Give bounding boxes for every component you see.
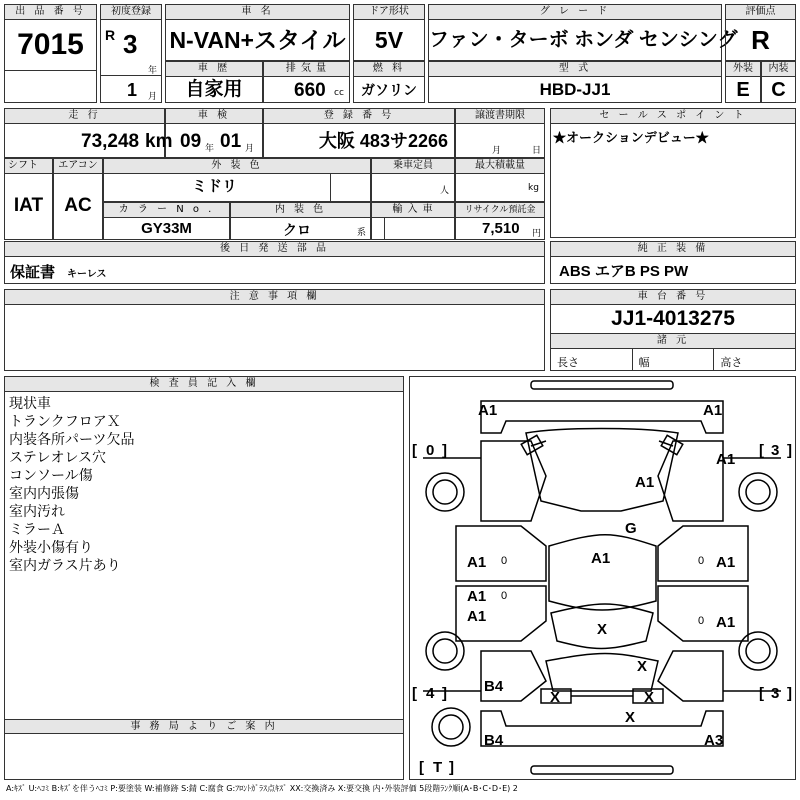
import-label: 輸 入 車 [372, 203, 454, 218]
equipment: ABS エアB PS PW [559, 263, 689, 280]
color-no: GY33M [141, 220, 192, 237]
damage-mark: A1 [703, 402, 723, 419]
damage-mark: A1 [467, 554, 487, 571]
damage-mark: A1 [591, 550, 611, 567]
sales-point: ★オークションデビュー★ [553, 130, 709, 145]
reg-month: 1 [127, 80, 138, 100]
later-parts-box [4, 241, 545, 284]
svg-text:[: [ [412, 442, 417, 459]
remark-line: トランクフロアＸ [9, 414, 121, 430]
score-label: 評価点 [726, 5, 795, 20]
interior-color-label: 内 装 色 [231, 203, 370, 218]
color-no-box [103, 202, 230, 240]
capacity-unit: 人 [440, 186, 450, 196]
inspection-box [165, 108, 263, 158]
equipment-box [550, 241, 796, 284]
door-box [353, 4, 425, 61]
damage-diagram-box [409, 376, 796, 780]
first-registration-label: 初度登録 [101, 5, 161, 20]
damage-mark: X [644, 689, 655, 706]
transfer-deadline-label: 譲渡書期限 [456, 109, 544, 124]
interior-score-box [761, 61, 796, 103]
history-box [165, 61, 263, 103]
inspection-year: 09 [180, 131, 202, 152]
ac: AC [64, 195, 92, 216]
fuel-box [353, 61, 425, 103]
fuel: ガソリン [361, 82, 417, 98]
remark-line: 室内汚れ [9, 504, 65, 520]
svg-text:]: ] [787, 442, 792, 459]
inspection-month-unit: 月 [245, 144, 255, 154]
chassis-box [550, 289, 796, 371]
recycle-label: リサイクル預託金 [456, 203, 544, 218]
svg-text:[: [ [759, 442, 764, 459]
notes-box [4, 289, 545, 371]
month-unit: 月 [148, 92, 158, 102]
inspector-remarks [5, 392, 403, 578]
tire-front-right: 3 [771, 442, 780, 459]
reg-year: 3 [123, 29, 138, 59]
displacement-unit: cc [334, 88, 344, 98]
exterior-score: E [736, 79, 750, 101]
score: R [751, 25, 770, 55]
damage-mark: B4 [484, 732, 504, 749]
ac-box [53, 158, 103, 240]
capacity-label: 乗車定員 [372, 159, 454, 174]
lot-number: 7015 [17, 28, 84, 61]
history-label: 車 歴 [166, 62, 262, 77]
displacement: 660 [294, 80, 326, 101]
transfer-month: 月 [492, 146, 502, 156]
color-no-label: カ ラ ー N o . [104, 203, 229, 218]
max-load-unit: kg [528, 183, 539, 193]
displacement-box [263, 61, 350, 103]
tire-front-left: 0 [426, 442, 435, 459]
sales-point-box [550, 108, 796, 238]
svg-text:[: [ [419, 759, 424, 776]
later-parts-label: 後 日 発 送 部 品 [5, 242, 544, 257]
exterior-label: 外装 [726, 62, 760, 77]
mileage-box [4, 108, 173, 158]
tire-rear-right: 3 [771, 685, 780, 702]
door-label: ドア形状 [354, 5, 424, 20]
car-name-label: 車 名 [166, 5, 349, 20]
mileage: 73,248 [81, 131, 140, 152]
width-label: 幅 [633, 349, 715, 371]
era: R [105, 27, 116, 43]
svg-text:]: ] [449, 759, 454, 776]
capacity-box [371, 158, 455, 202]
plate-box [263, 108, 455, 158]
grade: ファン・ターボ ホンダ センシング [429, 29, 738, 51]
score-box [725, 4, 796, 61]
door-zero: 0 [501, 555, 508, 567]
inspector-box [4, 376, 404, 780]
later-parts: 保証書 [10, 264, 56, 281]
damage-mark: A1 [478, 402, 498, 419]
displacement-label: 排 気 量 [264, 62, 349, 77]
damage-mark: A1 [716, 554, 736, 571]
remark-line: 室内内張傷 [9, 486, 79, 502]
grade-box [428, 4, 738, 61]
inspection-label: 車 検 [166, 109, 262, 124]
grade-label: グ レ ー ド [429, 5, 721, 20]
shift-label: シフト [5, 159, 52, 174]
height-label: 高さ [720, 356, 743, 369]
length-label: 長さ [551, 349, 633, 371]
remark-line: 外装小傷有り [9, 540, 93, 556]
interior-color-unit: 系 [357, 228, 367, 238]
exterior-score-box [725, 61, 761, 103]
inspection-month: 01 [220, 131, 242, 152]
damage-mark: X [597, 621, 608, 638]
fuel-label: 燃 料 [354, 62, 424, 77]
recycle-box [455, 202, 545, 240]
model-label: 型 式 [429, 62, 721, 77]
car-name-box [165, 4, 350, 61]
inspection-year-unit: 年 [205, 144, 215, 154]
recycle-fee: 7,510 [482, 220, 520, 237]
remark-line: 内装各所パーツ欠品 [9, 432, 135, 448]
svg-text:[: [ [759, 685, 764, 702]
model: HBD-JJ1 [539, 80, 611, 99]
notes-label: 注 意 事 項 欄 [5, 290, 544, 305]
svg-text:[: [ [412, 685, 417, 702]
svg-text:]: ] [787, 685, 792, 702]
remark-line: 現状車 [9, 396, 51, 412]
damage-mark: A1 [467, 588, 487, 605]
spec-label: 諸 元 [551, 333, 795, 349]
import-box [371, 202, 455, 240]
svg-text:]: ] [442, 442, 447, 459]
later-parts-small: キーレス [67, 269, 107, 280]
chassis-label: 車 台 番 号 [551, 290, 795, 305]
mileage-unit: km [145, 131, 173, 152]
remark-line: コンソール傷 [9, 468, 93, 484]
lot-box [4, 4, 97, 103]
exterior-color: ミドリ [192, 178, 238, 195]
door-type: 5V [374, 27, 404, 53]
max-load-box [455, 158, 545, 202]
interior-score: C [771, 79, 786, 101]
tire-rear-left: 4 [426, 685, 435, 702]
damage-mark: A1 [635, 474, 655, 491]
inspector-label: 検 査 員 記 入 欄 [5, 377, 403, 392]
recycle-unit: 円 [532, 229, 542, 239]
mileage-label: 走 行 [5, 109, 164, 124]
exterior-color-label: 外 装 色 [104, 159, 370, 174]
damage-mark: A3 [704, 732, 724, 749]
spare-tire: T [433, 759, 443, 776]
door-zero: 0 [698, 615, 705, 627]
car-name: N-VAN+スタイル [169, 27, 346, 53]
transfer-deadline-box [455, 108, 545, 158]
damage-mark: X [637, 658, 648, 675]
car-diagram [410, 377, 795, 779]
lot-label: 出 品 番 号 [5, 5, 96, 20]
shift: IAT [13, 195, 44, 216]
remark-line: ミラーＡ [9, 522, 65, 538]
damage-mark: B4 [484, 678, 504, 695]
shift-box [4, 158, 53, 240]
damage-mark: A1 [716, 451, 736, 468]
damage-mark: X [625, 709, 636, 726]
remark-line: 室内ガラス片あり [9, 558, 121, 574]
damage-mark: A1 [467, 608, 487, 625]
svg-text:]: ] [442, 685, 447, 702]
year-unit: 年 [148, 66, 158, 76]
interior-label: 内装 [762, 62, 795, 77]
first-registration-box [100, 4, 162, 103]
sales-point-label: セ ー ル ス ポ イ ン ト [551, 109, 795, 124]
remark-line: ステレオレス穴 [9, 450, 107, 466]
interior-color: クロ [283, 222, 311, 238]
plate-label: 登 録 番 号 [264, 109, 454, 124]
door-zero: 0 [501, 590, 508, 602]
transfer-day: 日 [532, 146, 542, 156]
equipment-label: 純 正 装 備 [551, 242, 795, 257]
exterior-color-box [103, 158, 371, 202]
legend: A:ｷｽﾞ U:ﾍｺﾐ B:ｷｽﾞを伴うﾍｺﾐ P:要塗装 W:補修跡 S:錆 C:腐食 G:ﾌﾛﾝﾄｶﾞﾗｽ点ｷｽﾞ XX:交換済み X:要交換 内･外装評価 5段階ﾗﾝｸ順(A･B･C･D･E) 2 [6, 784, 518, 793]
damage-mark: X [550, 689, 561, 706]
history: 自家用 [185, 79, 243, 100]
model-box [428, 61, 722, 103]
ac-label: エアコン [54, 159, 102, 174]
door-zero: 0 [698, 555, 705, 567]
chassis-number: JJ1-4013275 [611, 307, 735, 330]
office-label: 事 務 局 よ り ご 案 内 [5, 720, 403, 734]
damage-mark: A1 [716, 614, 736, 631]
damage-mark: G [625, 520, 637, 537]
interior-color-box [230, 202, 371, 240]
max-load-label: 最大積載量 [456, 159, 544, 174]
plate-number: 大阪 483サ2266 [318, 131, 448, 151]
